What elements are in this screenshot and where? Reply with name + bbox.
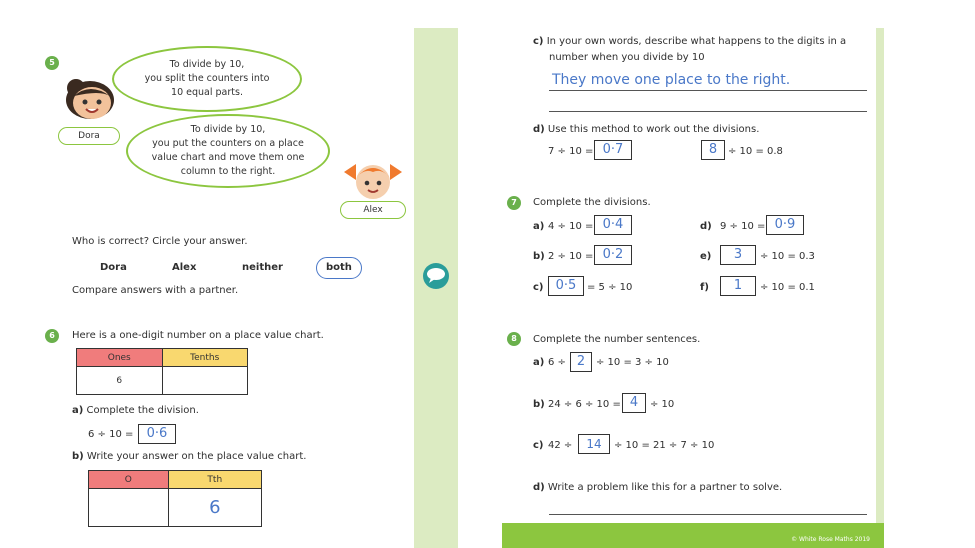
q8d-text: Write a problem like this for a partner to solve. bbox=[547, 482, 783, 493]
pv1-cell-ones: 6 bbox=[77, 367, 163, 395]
q7c-answer-box[interactable]: 0·5 bbox=[548, 276, 584, 296]
q8-intro: Complete the number sentences. bbox=[533, 334, 701, 345]
q8a-pre: 6 ÷ bbox=[548, 357, 566, 368]
q7b-label: b) bbox=[533, 251, 545, 262]
q6a-label: a) bbox=[72, 405, 84, 416]
q7f-answer-box[interactable]: 1 bbox=[720, 276, 756, 296]
q7a-label: a) bbox=[533, 221, 545, 232]
alex-quote: To divide by 10, you put the counters on a place value chart and move them one column to the right. bbox=[151, 124, 305, 177]
q6-intro: Here is a one-digit number on a place value chart. bbox=[72, 330, 324, 341]
q6c-text-line2: number when you divide by 10 bbox=[549, 52, 705, 63]
q8c-label: c) bbox=[533, 440, 544, 451]
q7-intro: Complete the divisions. bbox=[533, 197, 651, 208]
footer-bar bbox=[502, 523, 884, 548]
q6a-text: Complete the division. bbox=[86, 405, 199, 416]
q7d-pre: 9 ÷ 10 = bbox=[720, 221, 766, 232]
q8c-pre: 42 ÷ bbox=[548, 440, 573, 451]
q6b-label: b) bbox=[72, 451, 84, 462]
footer-copyright: © White Rose Maths 2019 bbox=[791, 536, 870, 543]
right-edge-strip bbox=[876, 28, 884, 548]
q5-question: Who is correct? Circle your answer. bbox=[72, 236, 248, 247]
q8b-post: ÷ 10 bbox=[650, 399, 675, 410]
q7c-post: = 5 ÷ 10 bbox=[587, 282, 633, 293]
q8b-answer-box[interactable]: 4 bbox=[622, 393, 646, 413]
option-both[interactable]: both bbox=[326, 262, 352, 273]
q6c-handwritten-answer[interactable]: They move one place to the right. bbox=[552, 72, 791, 88]
q8b-label: b) bbox=[533, 399, 545, 410]
q6d-eq2-answer-box[interactable]: 8 bbox=[701, 140, 725, 160]
q6c-answer-line-1 bbox=[549, 90, 867, 91]
q6d-label: d) bbox=[533, 124, 545, 135]
q8c-answer-box[interactable]: 14 bbox=[578, 434, 610, 454]
pv1-header-ones: Ones bbox=[77, 349, 163, 367]
q8a-post: ÷ 10 = 3 ÷ 10 bbox=[596, 357, 669, 368]
alex-speech-bubble bbox=[126, 114, 330, 188]
q6a-equation: 6 ÷ 10 = bbox=[88, 429, 134, 440]
q8c-post: ÷ 10 = 21 ÷ 7 ÷ 10 bbox=[614, 440, 715, 451]
q6d-eq2-right: ÷ 10 = 0.8 bbox=[728, 146, 783, 157]
q7f-label: f) bbox=[700, 282, 709, 293]
pv1-cell-tenths bbox=[162, 367, 248, 395]
q7b-answer-box[interactable]: 0·2 bbox=[594, 245, 632, 265]
option-neither[interactable]: neither bbox=[242, 262, 283, 273]
q6c-answer-line-2 bbox=[549, 111, 867, 112]
dora-speech-bubble bbox=[112, 46, 302, 112]
q8d-label: d) bbox=[533, 482, 545, 493]
q7e-answer-box[interactable]: 3 bbox=[720, 245, 756, 265]
q7b-pre: 2 ÷ 10 = bbox=[548, 251, 594, 262]
alex-name-tag: Alex bbox=[340, 201, 406, 219]
q6b-text: Write your answer on the place value chart. bbox=[86, 451, 307, 462]
q6d-text: Use this method to work out the divisions. bbox=[547, 124, 760, 135]
question-7-number: 7 bbox=[507, 196, 521, 210]
discussion-icon bbox=[422, 262, 450, 290]
dora-avatar-icon bbox=[60, 78, 118, 122]
pv2-cell-tenths[interactable]: 6 bbox=[168, 489, 261, 527]
q6d-eq1-left: 7 ÷ 10 = bbox=[548, 146, 594, 157]
pv2-header-ones: O bbox=[89, 471, 169, 489]
question-6-number: 6 bbox=[45, 329, 59, 343]
question-8-number: 8 bbox=[507, 332, 521, 346]
q7d-answer-box[interactable]: 0·9 bbox=[766, 215, 804, 235]
place-value-chart-1 bbox=[76, 348, 248, 395]
alex-avatar-icon bbox=[338, 158, 408, 202]
q6d-eq1-answer-box[interactable]: 0·7 bbox=[594, 140, 632, 160]
option-alex[interactable]: Alex bbox=[172, 262, 197, 273]
option-dora[interactable]: Dora bbox=[100, 262, 127, 273]
place-value-chart-2 bbox=[88, 470, 262, 527]
question-5-number: 5 bbox=[45, 56, 59, 70]
q7a-pre: 4 ÷ 10 = bbox=[548, 221, 594, 232]
dora-quote: To divide by 10, you split the counters into 10 equal parts. bbox=[144, 59, 270, 98]
q7e-post: ÷ 10 = 0.3 bbox=[760, 251, 815, 262]
q7c-label: c) bbox=[533, 282, 544, 293]
pv2-header-tenths: Tth bbox=[168, 471, 261, 489]
q7e-label: e) bbox=[700, 251, 712, 262]
q7a-answer-box[interactable]: 0·4 bbox=[594, 215, 632, 235]
q8a-label: a) bbox=[533, 357, 545, 368]
q7d-label: d) bbox=[700, 221, 712, 232]
q8b-pre: 24 ÷ 6 ÷ 10 = bbox=[548, 399, 621, 410]
q6c-label: c) bbox=[533, 36, 544, 47]
q5-compare: Compare answers with a partner. bbox=[72, 285, 239, 296]
pv1-header-tenths: Tenths bbox=[162, 349, 248, 367]
q8d-answer-line bbox=[549, 514, 867, 515]
dora-name-tag: Dora bbox=[58, 127, 120, 145]
q6c-text-line1: In your own words, describe what happens to the digits in a bbox=[546, 36, 847, 47]
q8a-answer-box[interactable]: 2 bbox=[570, 352, 592, 372]
q7f-post: ÷ 10 = 0.1 bbox=[760, 282, 815, 293]
q6a-answer-box[interactable]: 0·6 bbox=[138, 424, 176, 444]
pv2-cell-ones[interactable] bbox=[89, 489, 169, 527]
